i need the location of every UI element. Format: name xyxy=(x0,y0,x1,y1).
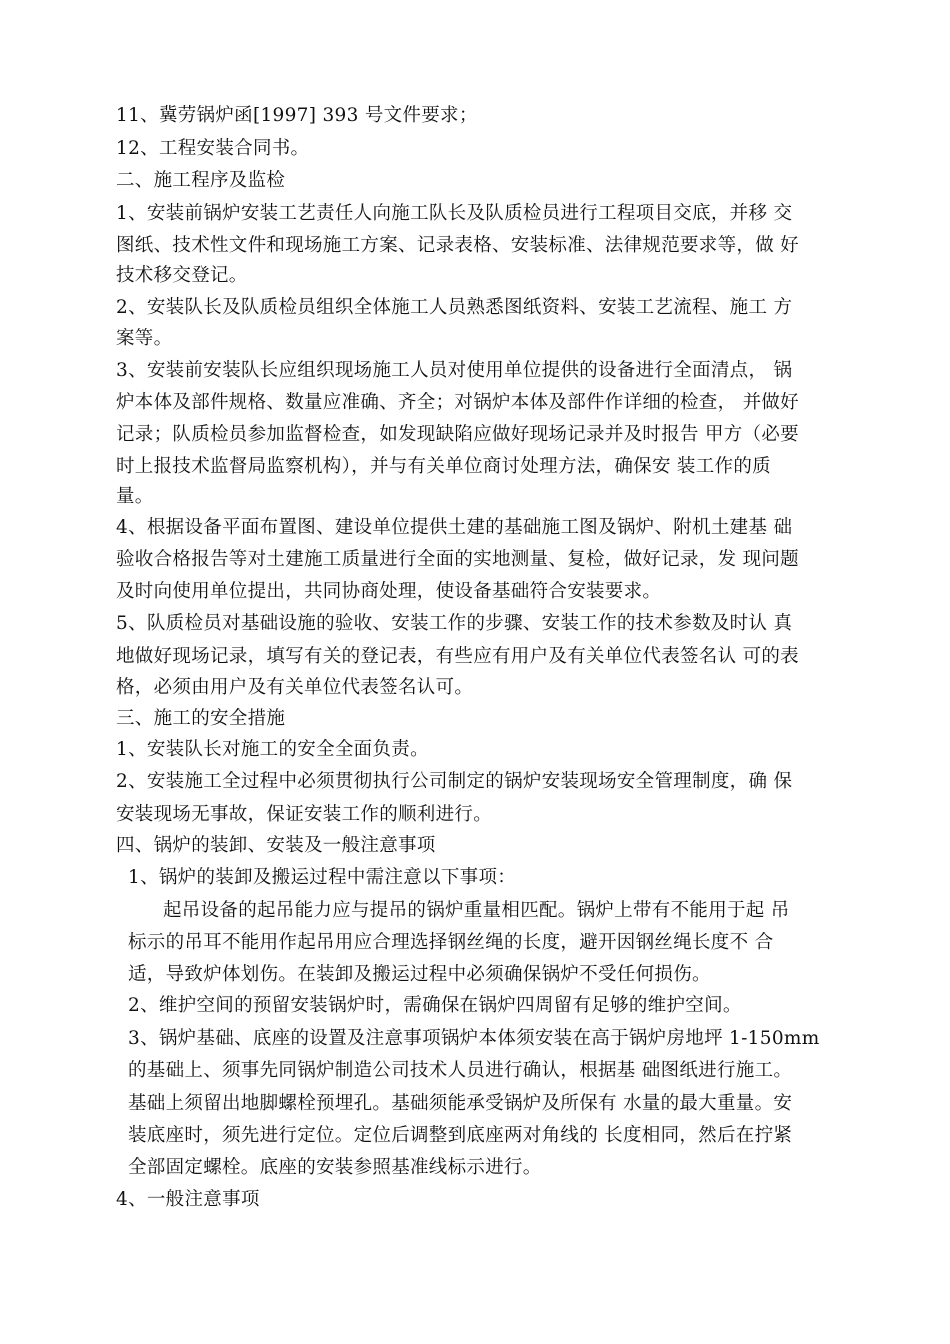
text-line: 时上报技术监督局监察机构），并与有关单位商讨处理方法，确保安 装工作的质 xyxy=(116,456,771,477)
text-line: 格，必须由用户及有关单位代表签名认可。 xyxy=(116,677,474,698)
text-line: 验收合格报告等对土建施工质量进行全面的实地测量、复检，做好记录，发 现问题 xyxy=(116,549,799,570)
text-line: 3、安装前安装队长应组织现场施工人员对使用单位提供的设备进行全面清点， 锅 xyxy=(116,360,793,381)
text-line: 2、维护空间的预留安装锅炉时，需确保在锅炉四周留有足够的维护空间。 xyxy=(128,995,742,1016)
text-line: 及时向使用单位提出，共同协商处理，使设备基础符合安装要求。 xyxy=(116,581,662,602)
text-line: 记录；队质检员参加监督检查，如发现缺陷应做好现场记录并及时报告 甲方（必要 xyxy=(116,424,799,445)
text-line: 1、锅炉的装卸及搬运过程中需注意以下事项： xyxy=(128,867,517,888)
text-line: 起吊设备的起吊能力应与提吊的锅炉重量相匹配。锅炉上带有不能用于起 吊 xyxy=(163,900,790,921)
text-line: 2、安装队长及队质检员组织全体施工人员熟悉图纸资料、安装工艺流程、施工 方 xyxy=(116,297,793,318)
text-line: 基础上须留出地脚螺栓预埋孔。基础须能承受锅炉及所保有 水量的最大重量。安 xyxy=(128,1093,793,1114)
text-line: 全部固定螺栓。底座的安装参照基准线标示进行。 xyxy=(128,1157,542,1178)
section-heading: 二、施工程序及监检 xyxy=(116,170,286,191)
section-heading: 三、施工的安全措施 xyxy=(116,708,286,729)
text-line: 5、队质检员对基础设施的验收、安装工作的步骤、安装工作的技术参数及时认 真 xyxy=(116,613,793,634)
text-line: 适，导致炉体划伤。在装卸及搬运过程中必须确保锅炉不受任何损伤。 xyxy=(128,964,711,985)
text-line: 的基础上、须事先同锅炉制造公司技术人员进行确认，根据基 础图纸进行施工。 xyxy=(128,1060,793,1081)
text-line: 1、安装前锅炉安装工艺责任人向施工队长及队质检员进行工程项目交底，并移 交 xyxy=(116,203,793,224)
text-line: 2、安装施工全过程中必须贯彻执行公司制定的锅炉安装现场安全管理制度，确 保 xyxy=(116,771,793,792)
text-line: 4、根据设备平面布置图、建设单位提供土建的基础施工图及锅炉、附机土建基 础 xyxy=(116,517,793,538)
text-line: 炉本体及部件规格、数量应准确、齐全；对锅炉本体及部件作详细的检查， 并做好 xyxy=(116,392,799,413)
text-line: 标示的吊耳不能用作起吊用应合理选择钢丝绳的长度，避开因钢丝绳长度不 合 xyxy=(128,932,774,953)
text-line: 案等。 xyxy=(116,328,173,349)
text-line: 安装现场无事故，保证安装工作的顺利进行。 xyxy=(116,804,493,825)
text-line: 地做好现场记录，填写有关的登记表，有些应有用户及有关单位代表签名认 可的表 xyxy=(116,646,799,667)
section-heading: 四、锅炉的装卸、安装及一般注意事项 xyxy=(116,835,436,856)
text-line: 技术移交登记。 xyxy=(116,265,248,286)
text-line: 量。 xyxy=(116,486,154,507)
text-line: 12、工程安装合同书。 xyxy=(116,138,310,159)
text-line: 1、安装队长对施工的安全全面负责。 xyxy=(116,739,429,760)
text-line: 装底座时，须先进行定位。定位后调整到底座两对角线的 长度相同，然后在拧紧 xyxy=(128,1125,793,1146)
text-line: 11、冀劳锅炉函[1997] 393 号文件要求； xyxy=(116,105,478,126)
text-line: 4、一般注意事项 xyxy=(116,1189,260,1210)
text-line: 3、锅炉基础、底座的设置及注意事项锅炉本体须安装在高于锅炉房地坪 1-150mm xyxy=(128,1028,820,1049)
text-line: 图纸、技术性文件和现场施工方案、记录表格、安装标准、法律规范要求等，做 好 xyxy=(116,235,799,256)
